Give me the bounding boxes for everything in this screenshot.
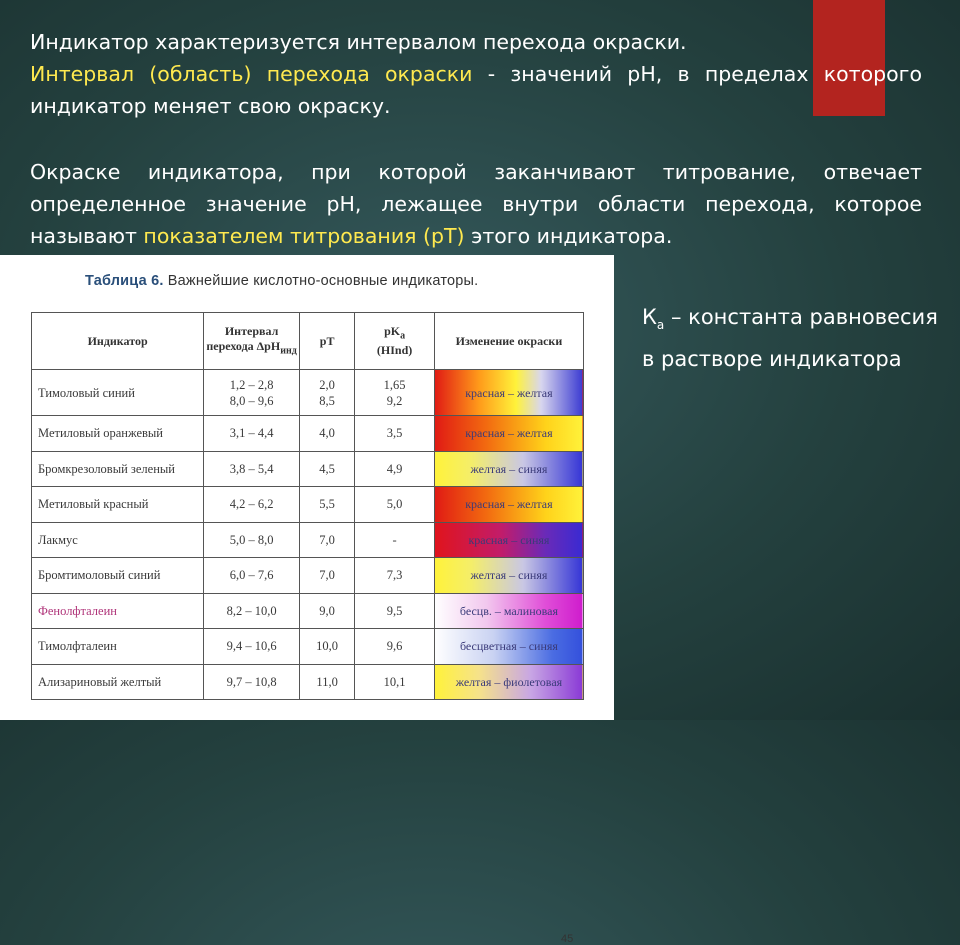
cell-pt-value: 10,0	[316, 639, 339, 654]
cell-indicator-name-value: Тимолфталеин	[38, 639, 117, 654]
table-caption-label: Таблица 6.	[85, 273, 164, 289]
header-color-change: Изменение окраски	[434, 313, 583, 370]
cell-color-change-value: красная – желтая	[465, 385, 553, 400]
cell-interval	[204, 664, 300, 700]
cell-pk-value: -	[392, 532, 397, 547]
cell-pk	[355, 629, 435, 665]
cell-pk-value: 4,9	[386, 461, 403, 476]
cell-pt-value: 9,0	[319, 603, 335, 618]
cell-indicator-name	[32, 416, 204, 452]
table-row	[32, 522, 584, 558]
cell-color-change	[434, 451, 583, 487]
table-header-row	[32, 313, 584, 370]
cell-pt-value: 5,5	[319, 497, 335, 512]
cell-indicator-name	[32, 629, 204, 665]
cell-interval	[204, 416, 300, 452]
table-row	[32, 593, 584, 629]
cell-indicator-name	[32, 664, 204, 700]
ka-constant-note	[642, 300, 942, 376]
paragraph-titration-index	[30, 156, 922, 252]
cell-interval	[204, 451, 300, 487]
cell-pk	[355, 370, 435, 416]
cell-color-change-value: бесцв. – малиновая	[459, 603, 558, 618]
header-interval-sub: инд	[280, 345, 297, 357]
paragraph1-rest: - значений рН, в пределах которого индикатор меняет свою окраску.	[30, 62, 922, 118]
cell-interval-value: 8,2 – 10,0	[226, 603, 277, 618]
cell-indicator-name	[32, 487, 204, 523]
cell-interval-value: 3,8 – 5,4	[229, 461, 274, 476]
cell-interval	[204, 629, 300, 665]
table-row	[32, 416, 584, 452]
cell-indicator-name-value: Фенолфталеин	[38, 603, 117, 618]
cell-color-change	[434, 487, 583, 523]
header-pk	[355, 313, 435, 370]
cell-interval	[204, 558, 300, 594]
cell-indicator-name-value: Метиловый оранжевый	[38, 426, 163, 441]
cell-color-change-value: красная – желтая	[465, 497, 553, 512]
cell-pk	[355, 451, 435, 487]
cell-pt	[299, 522, 354, 558]
cell-pt	[299, 629, 354, 665]
cell-pk	[355, 487, 435, 523]
header-indicator: Индикатор	[32, 313, 204, 370]
paragraph2-end: этого индикатора.	[464, 224, 673, 248]
cell-indicator-name	[32, 558, 204, 594]
cell-pk-value: 9,5	[386, 603, 403, 618]
indicator-table	[31, 312, 584, 700]
header-pt: рТ	[299, 313, 354, 370]
table-row	[32, 451, 584, 487]
cell-indicator-name	[32, 593, 204, 629]
cell-pk-value: 3,5	[386, 426, 403, 441]
paragraph1-line1: Индикатор характеризуется интервалом перехода окраски.	[30, 30, 687, 54]
table-row	[32, 558, 584, 594]
cell-color-change	[434, 664, 583, 700]
cell-pk-value: 9,6	[386, 639, 403, 654]
cell-pt-value: 4,5	[319, 461, 335, 476]
cell-indicator-name	[32, 370, 204, 416]
cell-indicator-name	[32, 451, 204, 487]
cell-color-change-value: красная – желтая	[465, 426, 553, 441]
cell-pt	[299, 487, 354, 523]
cell-color-change	[434, 629, 583, 665]
cell-interval-value: 4,2 – 6,2	[229, 497, 274, 512]
cell-interval	[204, 593, 300, 629]
cell-pt	[299, 416, 354, 452]
paragraph2-start: Окраске индикатора, при которой заканчивают титрование, отвечает определенное значение рН, лежащее внутри области перехода, которое называют	[30, 160, 922, 248]
cell-indicator-name-value: Бромкрезоловый зеленый	[38, 461, 175, 476]
cell-pk	[355, 416, 435, 452]
cell-indicator-name-value: Бромтимоловый синий	[38, 568, 161, 583]
cell-color-change-value: бесцветная – синяя	[459, 639, 558, 654]
table-row	[32, 629, 584, 665]
cell-pk-value: 7,3	[386, 568, 403, 583]
cell-indicator-name	[32, 522, 204, 558]
cell-indicator-name-value: Лакмус	[38, 532, 78, 547]
cell-interval	[204, 487, 300, 523]
cell-pk	[355, 558, 435, 594]
cell-interval	[204, 522, 300, 558]
cell-interval-value: 5,0 – 8,0	[229, 532, 274, 547]
cell-pt-value: 2,0	[319, 377, 335, 392]
header-interval-text: Интервал перехода ΔрН	[206, 323, 281, 353]
cell-color-change	[434, 558, 583, 594]
cell-color-change-value: желтая – фиолетовая	[455, 674, 563, 689]
header-pk-text: pK	[384, 323, 401, 338]
table-row	[32, 487, 584, 523]
cell-pk-value: 1,65	[383, 377, 406, 392]
paragraph-interval-definition	[30, 26, 922, 122]
table-caption	[85, 273, 478, 289]
header-pk-sub: a	[400, 330, 406, 342]
cell-interval-value: 9,4 – 10,6	[226, 639, 277, 654]
ka-symbol: К	[642, 305, 657, 329]
cell-pt-value: 7,0	[319, 568, 335, 583]
cell-pk	[355, 522, 435, 558]
cell-pt-value: 8,5	[319, 393, 335, 408]
cell-indicator-name-value: Ализариновый желтый	[38, 674, 162, 689]
interval-term-highlight: Интервал (область) перехода окраски	[30, 62, 473, 86]
page-number: 45	[561, 933, 574, 945]
cell-interval-value: 1,2 – 2,8	[229, 377, 274, 392]
header-interval	[204, 313, 300, 370]
cell-indicator-name-value: Метиловый красный	[38, 497, 149, 512]
cell-interval-value: 3,1 – 4,4	[229, 426, 274, 441]
cell-color-change	[434, 593, 583, 629]
ka-subscript: a	[656, 318, 665, 333]
cell-color-change	[434, 370, 583, 416]
cell-pt	[299, 370, 354, 416]
cell-interval	[204, 370, 300, 416]
cell-pk-value: 9,2	[386, 393, 403, 408]
cell-color-change-value: желтая – синяя	[470, 461, 548, 476]
cell-color-change-value: красная – синяя	[468, 532, 550, 547]
cell-pk	[355, 593, 435, 629]
cell-interval-value: 6,0 – 7,6	[229, 568, 274, 583]
cell-pt	[299, 451, 354, 487]
table-row	[32, 370, 584, 416]
cell-color-change	[434, 522, 583, 558]
cell-pt-value: 7,0	[319, 532, 335, 547]
cell-pk-value: 10,1	[383, 674, 406, 689]
cell-pk	[355, 664, 435, 700]
cell-indicator-name-value: Тимоловый синий	[38, 385, 135, 400]
cell-interval-value: 9,7 – 10,8	[226, 674, 277, 689]
cell-pk-value: 5,0	[386, 497, 403, 512]
cell-pt	[299, 664, 354, 700]
table-row	[32, 664, 584, 700]
cell-color-change-value: желтая – синяя	[470, 568, 548, 583]
header-pk-note: (HInd)	[376, 343, 413, 358]
titration-index-highlight: показателем титрования (рТ)	[143, 224, 465, 248]
ka-text: – константа равновесия в растворе индикатора	[642, 305, 938, 372]
cell-pt-value: 4,0	[319, 426, 335, 441]
cell-pt-value: 11,0	[316, 674, 338, 689]
cell-pt	[299, 593, 354, 629]
cell-color-change	[434, 416, 583, 452]
indicator-table-image	[0, 255, 614, 945]
table-caption-text: Важнейшие кислотно-основные индикаторы.	[163, 273, 479, 289]
cell-interval-value: 8,0 – 9,6	[229, 393, 274, 408]
cell-pt	[299, 558, 354, 594]
table-body	[32, 370, 584, 700]
